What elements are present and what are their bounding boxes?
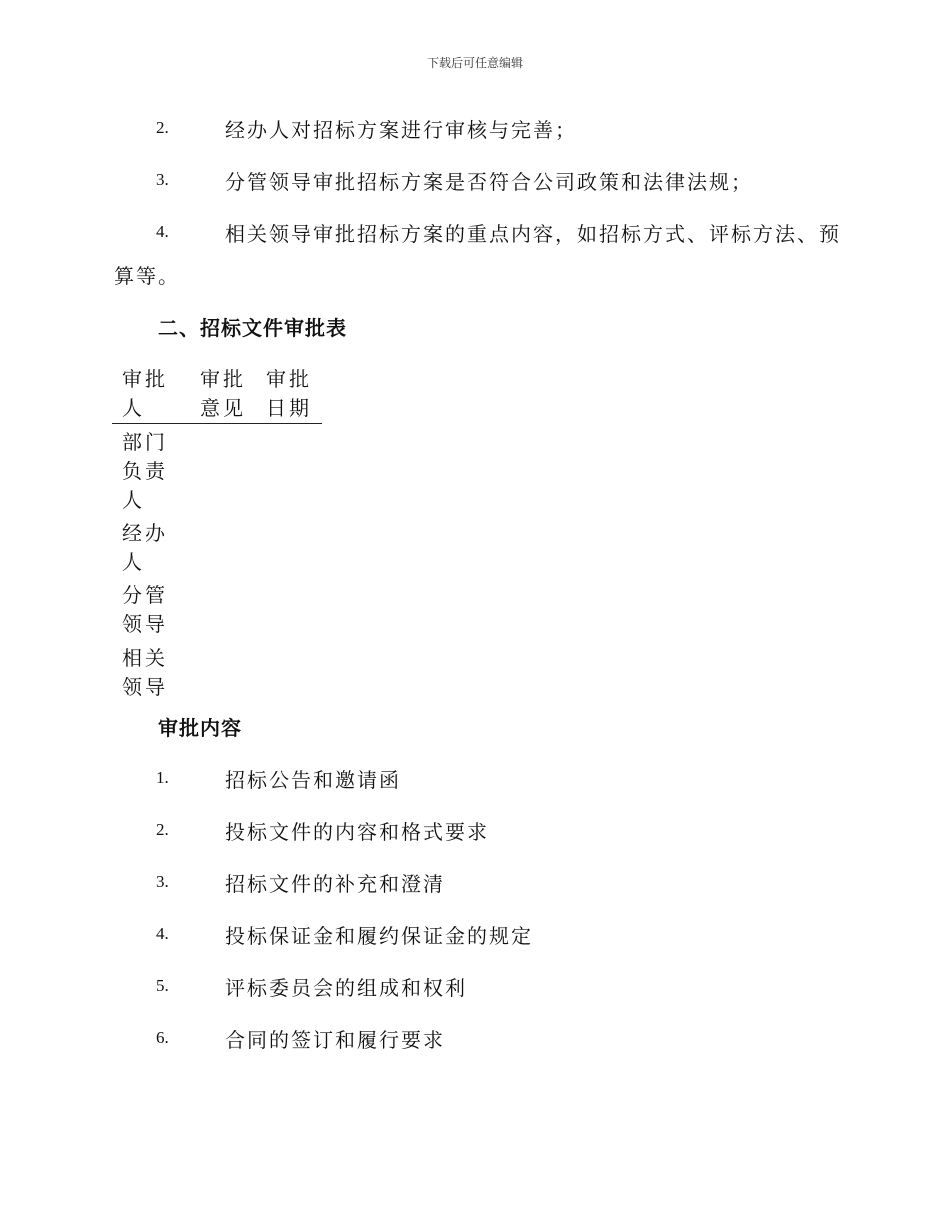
list-item-text: 招标公告和邀请函 [225, 768, 401, 792]
list-item-number: 3. [156, 872, 169, 891]
table-row-approver: 分管领导 [122, 583, 168, 636]
list-item-number: 6. [156, 1028, 169, 1047]
list-item-text: 经办人对招标方案进行审核与完善； [225, 118, 577, 142]
list-item-text: 合同的签订和履行要求 [225, 1028, 445, 1052]
list-item-number: 3. [156, 170, 169, 189]
list-item-number: 4. [156, 924, 169, 943]
table-header-approver: 审批人 [122, 367, 168, 420]
page-header: 下载后可任意编辑 [426, 56, 523, 70]
table-row-approver: 相关领导 [122, 646, 168, 699]
section-title: 二、招标文件审批表 [158, 316, 347, 340]
table-header-date: 审批日期 [266, 367, 312, 420]
list-item-text: 投标文件的内容和格式要求 [225, 820, 489, 844]
table-row-approver: 部门负责人 [122, 430, 168, 512]
list-item-text: 相关领导审批招标方案的重点内容，如招标方式、评标方法、预 [225, 222, 841, 246]
table-header-opinion: 审批意见 [200, 367, 246, 420]
list-item-text: 分管领导审批招标方案是否符合公司政策和法律法规； [225, 170, 753, 194]
list-item-number: 2. [156, 118, 169, 137]
table-row-approver: 经办人 [122, 521, 168, 574]
list-item-number: 2. [156, 820, 169, 839]
list-item-number: 5. [156, 976, 169, 995]
list-item-number: 1. [156, 768, 169, 787]
list-item-continuation: 算等。 [114, 264, 180, 288]
list-item-text: 投标保证金和履约保证金的规定 [225, 924, 533, 948]
list-item-text: 评标委员会的组成和权利 [225, 976, 467, 1000]
list-item-number: 4. [156, 222, 169, 241]
content-title: 审批内容 [158, 716, 242, 740]
list-item-text: 招标文件的补充和澄清 [225, 872, 445, 896]
table-header-rule [112, 423, 322, 424]
